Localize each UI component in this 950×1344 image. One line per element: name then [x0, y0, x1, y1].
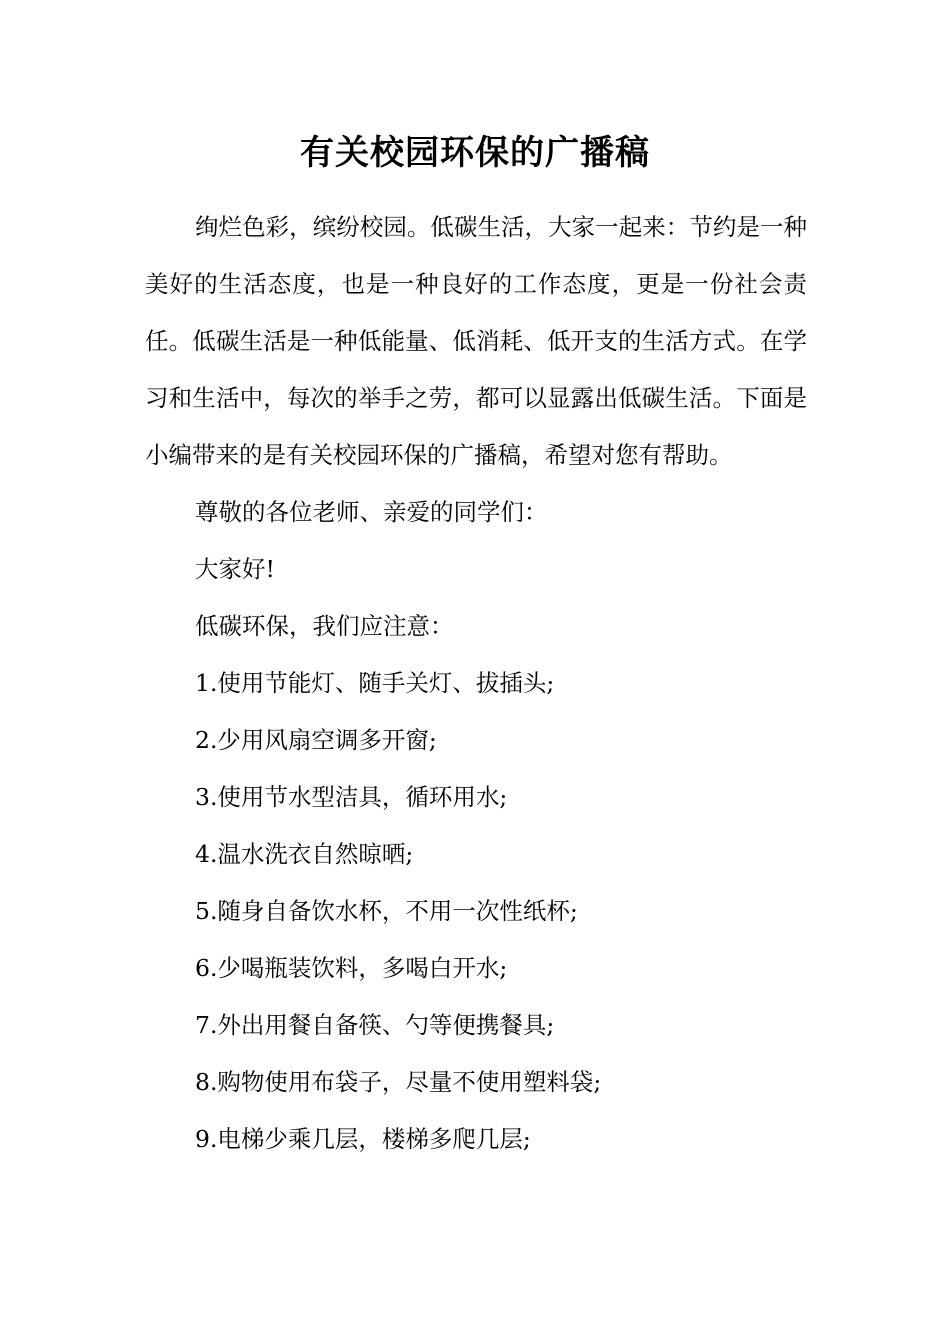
list-item: 2.少用风扇空调多开窗; [195, 726, 437, 754]
document-title: 有关校园环保的广播稿 [300, 133, 650, 173]
intro-paragraph: 绚烂色彩，缤纷校园。低碳生活，大家一起来：节约是一种美好的生活态度，也是一种良好的工作态度，更是一份社会责任。低碳生活是一种低能量、低消耗、低开支的生活方式。在学习和生活中，每次的举手之劳，都可以显露出低碳生活。下面是小编带来的是有关校园环保的广播稿，希望对您有帮助。 [145, 213, 807, 469]
list-item: 1.使用节能灯、随手关灯、拔插头; [195, 669, 555, 697]
list-item: 5.随身自备饮水杯，不用一次性纸杯; [195, 897, 578, 925]
list-item: 9.电梯少乘几层，楼梯多爬几层; [195, 1125, 531, 1153]
greeting-line: 大家好! [195, 555, 275, 583]
list-item: 6.少喝瓶装饮料，多喝白开水; [195, 954, 508, 982]
salutation-line: 尊敬的各位老师、亲爱的同学们： [195, 498, 548, 526]
list-item: 3.使用节水型洁具，循环用水; [195, 783, 508, 811]
list-item: 4.温水洗衣自然晾晒; [195, 840, 414, 868]
list-item: 7.外出用餐自备筷、勺等便携餐具; [195, 1011, 555, 1039]
document-body [145, 199, 807, 1168]
list-item: 8.购物使用布袋子，尽量不使用塑料袋; [195, 1068, 602, 1096]
list-heading: 低碳环保，我们应注意： [195, 612, 454, 640]
